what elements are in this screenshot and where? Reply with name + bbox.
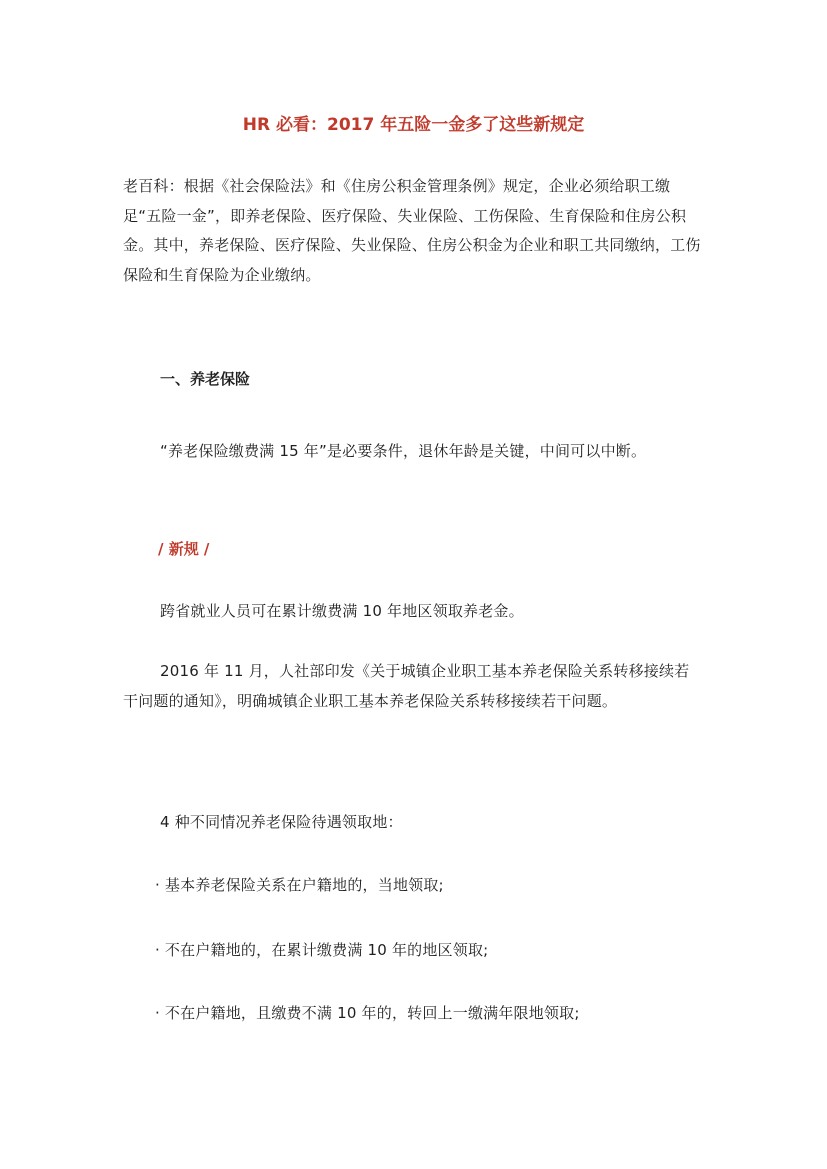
- pension-condition-paragraph: “养老保险缴费满 15 年”是必要条件，退休年龄是关键，中间可以中断。: [160, 442, 647, 460]
- new-rule-label: / 新规 /: [158, 540, 210, 558]
- list-item: · 基本养老保险关系在户籍地的，当地领取;: [155, 876, 444, 894]
- document-title: HR 必看：2017 年五险一金多了这些新规定: [242, 115, 585, 135]
- notice-paragraph: 2016 年 11 月，人社部印发《关于城镇企业职工基本养老保险关系转移接续若干问题的通知》，明确城镇企业职工基本养老保险关系转移接续若干问题。: [123, 662, 690, 710]
- cross-province-paragraph: 跨省就业人员可在累计缴费满 10 年地区领取养老金。: [160, 602, 524, 620]
- intro-paragraph: 老百科：根据《社会保险法》和《住房公积金管理条例》规定，企业必须给职工缴足“五险一金”，即养老保险、医疗保险、失业保险、工伤保险、生育保险和住房公积金。其中，养老保险、医疗保险、失业保险、住房公积金为企业和职工共同缴纳，工伤保险和生育保险为企业缴纳。: [123, 177, 701, 284]
- list-item: · 不在户籍地的，在累计缴费满 10 年的地区领取;: [155, 941, 489, 959]
- section-heading-pension: 一、养老保险: [160, 370, 251, 388]
- cases-intro-paragraph: 4 种不同情况养老保险待遇领取地：: [160, 813, 403, 831]
- list-item: · 不在户籍地，且缴费不满 10 年的，转回上一缴满年限地领取;: [155, 1004, 580, 1022]
